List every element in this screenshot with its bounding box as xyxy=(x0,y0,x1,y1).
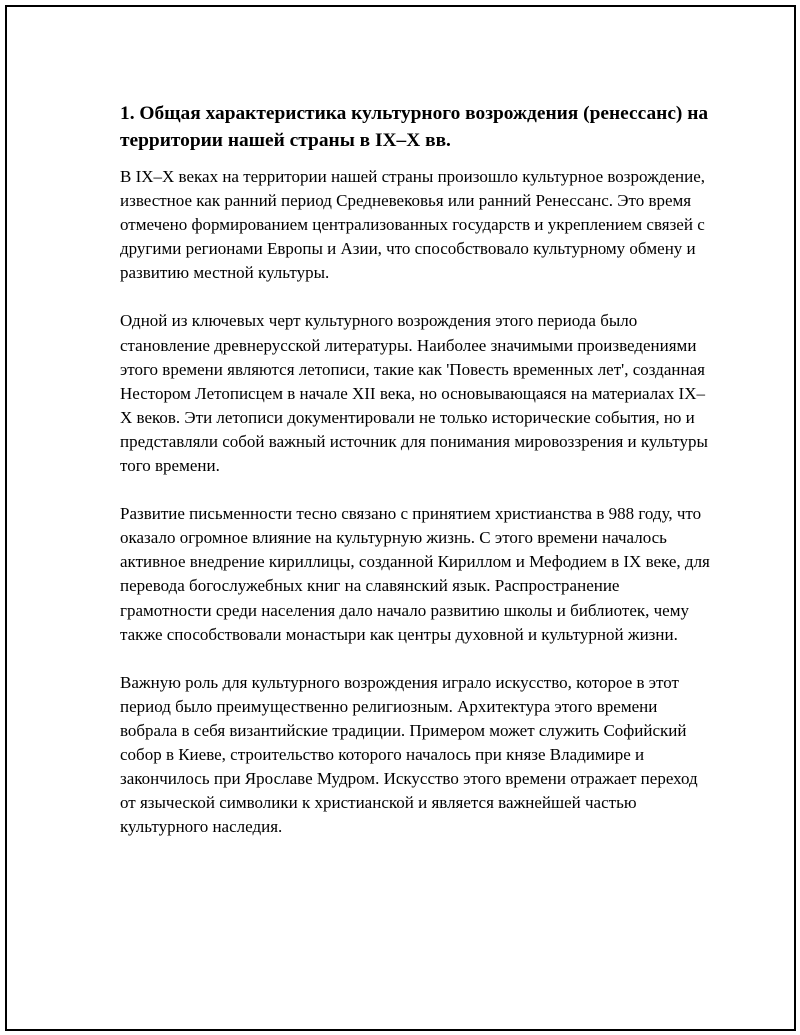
page-border xyxy=(5,5,796,1031)
paragraph-intro: В IX–X веках на территории нашей страны произошло культурное возрождение, известное как ранний период Средневековья или ранний Ренессанс. Это время отмечено формированием централизованных государств и укреплением связей с другими регионами Европы и Азии, что способствовало культурному обмену и развитию местной культуры. xyxy=(120,167,705,283)
paragraph-writing: Развитие письменности тесно связано с принятием христианства в 988 году, что оказало огромное влияние на культурную жизнь. С этого времени началось активное внедрение кириллицы, созданной Кириллом и Мефодием в IX веке, для перевода богослужебных книг на славянский язык. Распространение грамотности среди населения дало начало развитию школы и библиотек, чему также способствовали монастыри как центры духовной и культурной жизни. xyxy=(120,504,710,644)
paragraph-art: Важную роль для культурного возрождения играло искусство, которое в этот период было преимущественно религиозным. Архитектура этого времени вобрала в себя византийские традиции. Примером может служить Софийский собор в Киеве, строительство которого началось при князе Владимире и закончилось при Ярославе Мудром. Искусство этого времени отражает переход от языческой символики к христианской и является важнейшей частью культурного наследия. xyxy=(120,672,698,837)
document-body xyxy=(120,100,710,863)
section-heading: 1. Общая характеристика культурного возрождения (ренессанс) на территории нашей страны в IX–X вв. xyxy=(120,103,709,151)
paragraph-literature: Одной из ключевых черт культурного возрождения этого периода было становление древнерусской литературы. Наиболее значимыми произведениями этого времени являются летописи, такие как 'Повесть временных лет', созданная Нестором Летописцем в начале XII века, но основывающаяся на материалах IX–X веков. Эти летописи документировали не только исторические события, но и представляли собой важный источник для понимания мировоззрения и культуры того времени. xyxy=(120,311,708,476)
